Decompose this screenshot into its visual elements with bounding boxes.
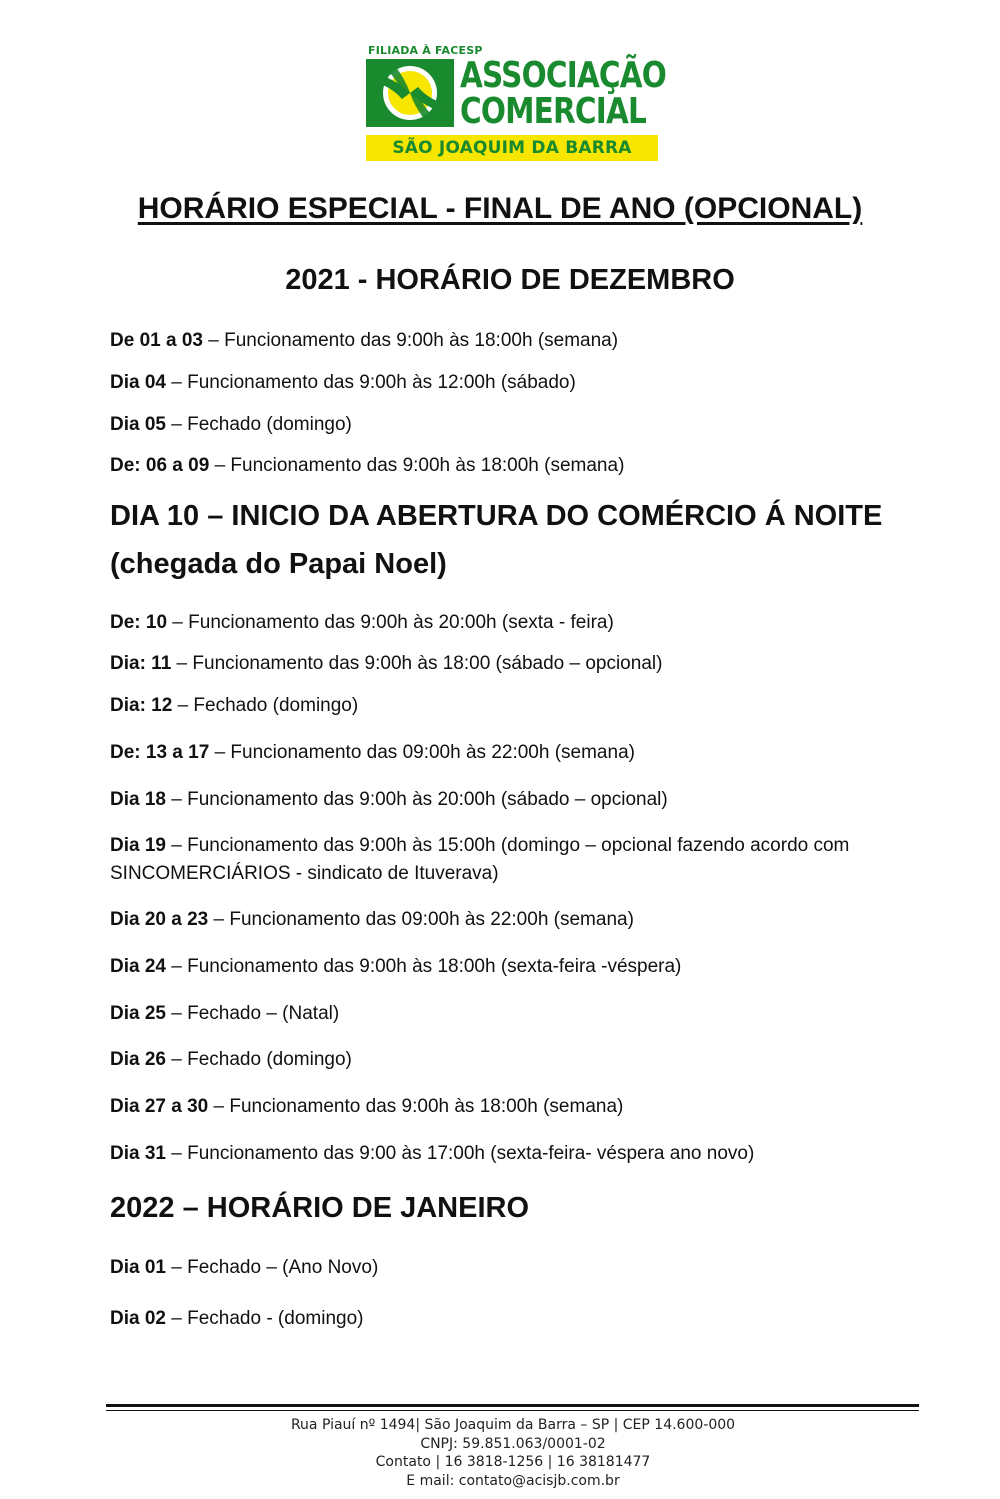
schedule-day: Dia 05 (110, 414, 166, 435)
footer-address: Rua Piauí nº 1494| São Joaquim da Barra – SP | CEP 14.600-000 (290, 1417, 736, 1433)
schedule-line (110, 832, 930, 888)
schedule-text: – Fechado – (Natal) (165, 1003, 340, 1024)
schedule-text: – Funcionamento das 9:00 às 17:00h (sexta-feira- véspera ano novo) (165, 1143, 755, 1164)
schedule-text: – Funcionamento das 9:00h às 18:00h (sexta-feira -véspera) (165, 956, 682, 977)
schedule-day: Dia 19 (110, 835, 166, 856)
schedule-line (110, 692, 930, 720)
schedule-line (110, 369, 930, 397)
schedule-line (110, 1254, 930, 1282)
page-title (0, 192, 1000, 226)
schedule-day: De: 06 a 09 (110, 455, 210, 476)
schedule-text: – Fechado (domingo) (172, 695, 359, 716)
schedule-text: – Funcionamento das 9:00h às 12:00h (sábado) (165, 372, 576, 393)
january-heading: 2022 – HORÁRIO DE JANEIRO (110, 1192, 530, 1224)
schedule-text: – Funcionamento das 9:00h às 18:00h (semana) (209, 455, 625, 476)
schedule-line (110, 953, 930, 981)
schedule-text: – Funcionamento das 9:00h às 18:00 (sábado – opcional) (171, 653, 663, 674)
footer (0, 1416, 1000, 1490)
logo-title-line2: COMERCIAL (460, 91, 646, 132)
schedule-text: – Funcionamento das 9:00h às 15:00h (domingo – opcional fazendo acordo com SINCOMERCIÁRIOS - sindicato de Ituverava) (110, 835, 850, 884)
schedule-text: – Fechado - (domingo) (165, 1308, 364, 1329)
december-heading: 2021 - HORÁRIO DE DEZEMBRO (285, 264, 735, 296)
schedule-day: De: 10 (110, 612, 168, 633)
schedule-text: – Fechado (domingo) (165, 1049, 352, 1070)
opening-highlight-line1: DIA 10 – INICIO DA ABERTURA DO COMÉRCIO Á NOITE (110, 500, 883, 532)
schedule-line (110, 411, 930, 439)
footer-contact: Contato | 16 3818-1256 | 16 38181477 (375, 1454, 651, 1470)
schedule-day: Dia 24 (110, 956, 166, 977)
schedule-text: – Funcionamento das 9:00h às 18:00h (semana) (208, 1096, 624, 1117)
schedule-day: Dia 26 (110, 1049, 166, 1070)
opening-highlight (110, 492, 930, 588)
schedule-line (110, 786, 930, 814)
schedule-day: Dia 04 (110, 372, 166, 393)
footer-cnpj: CNPJ: 59.851.063/0001-02 (420, 1435, 606, 1452)
schedule-text: – Funcionamento das 9:00h às 20:00h (sexta - feira) (167, 612, 614, 633)
footer-divider-thin (106, 1410, 919, 1411)
schedule-text: – Funcionamento das 9:00h às 20:00h (sábado – opcional) (165, 789, 668, 810)
schedule-line (110, 906, 930, 934)
schedule-text: – Funcionamento das 9:00h às 18:00h (semana) (202, 330, 619, 351)
schedule-line (110, 327, 930, 355)
page-title-text: HORÁRIO ESPECIAL - FINAL DE ANO (OPCIONAL) (137, 192, 863, 225)
schedule-day: De 01 a 03 (110, 330, 203, 351)
opening-highlight-line2: (chegada do Papai Noel) (110, 548, 447, 580)
logo-emblem-icon (366, 59, 454, 127)
schedule-line (110, 1305, 930, 1333)
logo-title-line1: ASSOCIAÇÃO (460, 55, 667, 96)
schedule-text: – Fechado (domingo) (165, 414, 352, 435)
schedule-line (110, 1140, 930, 1168)
schedule-day: Dia: 11 (110, 653, 172, 674)
schedule-day: Dia: 12 (110, 695, 173, 716)
schedule-day: Dia 31 (110, 1143, 166, 1164)
schedule-text: – Funcionamento das 09:00h às 22:00h (semana) (209, 742, 635, 763)
schedule-text: – Fechado – (Ano Novo) (165, 1257, 379, 1278)
schedule-day: Dia 25 (110, 1003, 166, 1024)
schedule-line (110, 609, 930, 637)
schedule-line (110, 1000, 930, 1028)
logo-city-band (366, 135, 658, 161)
schedule-line (110, 452, 930, 480)
schedule-day: Dia 02 (110, 1308, 166, 1329)
schedule-line (110, 1046, 930, 1074)
schedule-day: De: 13 a 17 (110, 742, 210, 763)
logo-city-label: SÃO JOAQUIM DA BARRA (392, 138, 632, 158)
footer-email: E mail: contato@acisjb.com.br (406, 1472, 620, 1489)
schedule-line (110, 1093, 930, 1121)
association-logo (366, 44, 667, 162)
schedule-line (110, 650, 930, 678)
schedule-day: Dia 01 (110, 1257, 166, 1278)
schedule-line (110, 739, 930, 767)
logo-affiliation: FILIADA À FACESP (368, 44, 483, 57)
schedule-day: Dia 18 (110, 789, 166, 810)
schedule-day: Dia 27 a 30 (110, 1096, 209, 1117)
footer-divider (106, 1404, 919, 1407)
schedule-day: Dia 20 a 23 (110, 909, 209, 930)
schedule-text: – Funcionamento das 09:00h às 22:00h (semana) (208, 909, 634, 930)
